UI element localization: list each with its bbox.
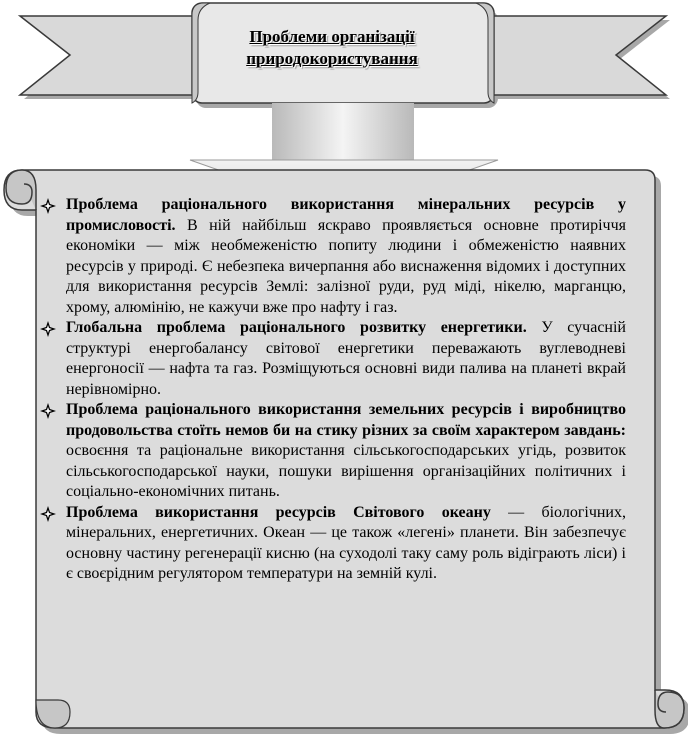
title-line-2: природокористування [246,49,418,68]
item-text: У сучасній структурі енергобалансу світової енергетики переважають вуглеводневі енергоносії — нафта та газ. Розміщуються основні види палива на планеті вкрай нерівномірно. [66,319,626,398]
item-text: В ній найбільш яскраво проявляється основне протиріччя економіки — між необмеженістю попиту людини і обмеженістю наявних ресурсів у природі. Є небезпека вичерпання або виснаження відомих і доступних для використання ресурсів Землі: залізної руди, руд міді, нікелю, марганцю, хрому, алюмінію, не кажучи вже про нафту і газ. [66,216,626,316]
banner-left-tail [20,16,200,95]
title-text-box [200,8,464,88]
problem-list [40,195,626,585]
diamond-bullet-icon [40,321,56,337]
item-text: — біологічних, мінеральних, енергетичних. Океан — це також «легені» планети. Він забезпечує основну частину регенерації кисню (на суходолі таку саму роль відіграють ліси) і є своєрідним регулятором температури на земній кулі. [66,503,626,582]
list-item [40,318,626,400]
item-heading: Проблема раціонального використання мінеральних ресурсів у промисловості. [66,196,626,234]
diamond-bullet-icon [40,506,56,522]
list-item [40,400,626,503]
diamond-bullet-icon [40,198,56,214]
item-heading: Проблема раціонального використання земельних ресурсів і виробництво продовольства стоїть немов би на стику різних за своїм характером завдань: [66,401,626,439]
item-heading: Проблема використання ресурсів Світового океану [66,503,491,521]
title-line-1: Проблеми організації [249,27,415,46]
banner-right-tail [486,16,666,95]
list-item [40,503,626,585]
item-text: освоєння та раціональне використання сільськогосподарських угідь, розвиток сільськогосподарської науки, пошуки вирішення організаційних політичних і соціально-економічних питань. [66,442,626,500]
list-item [40,195,626,318]
arrow-shaft [272,103,414,163]
scroll-bottom-roll [655,690,684,728]
diamond-bullet-icon [40,403,56,419]
item-heading: Глобальна проблема раціонального розвитку енергетики. [66,319,527,336]
